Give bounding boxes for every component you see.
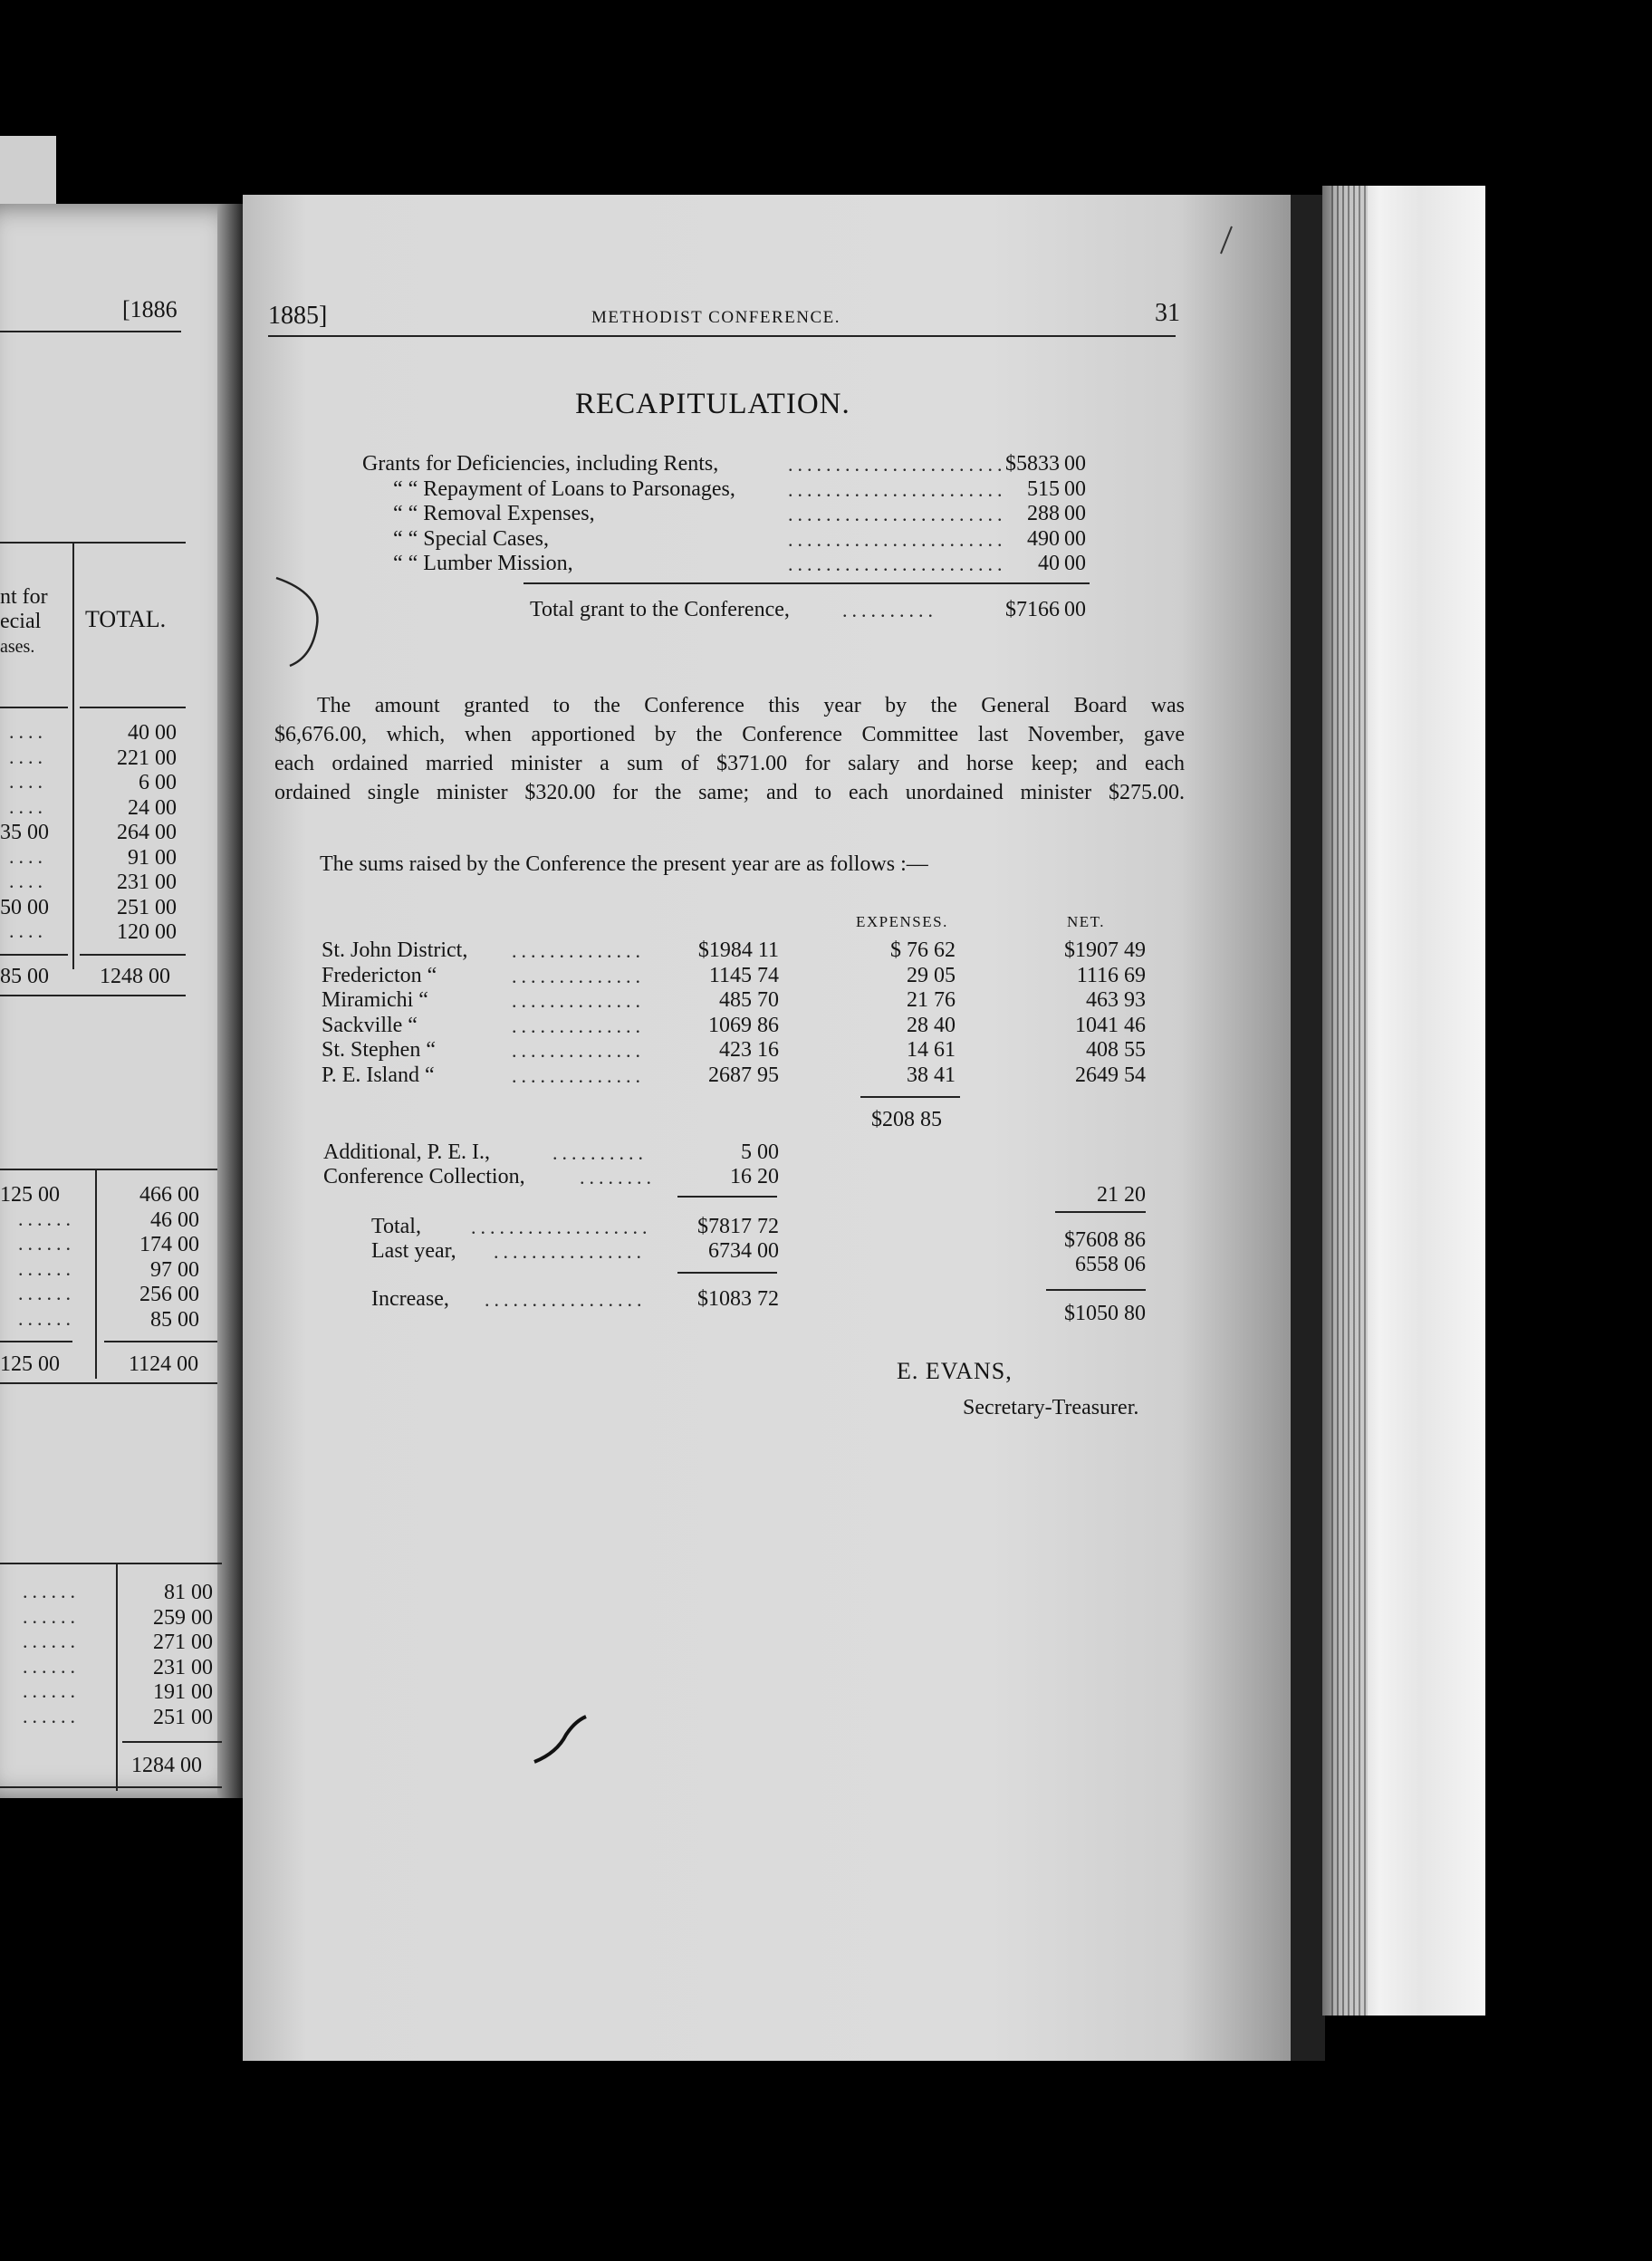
left-block3-leader: ...... xyxy=(23,1704,80,1727)
additional-leader: .......... xyxy=(552,1141,648,1164)
total-value: $7817 72 xyxy=(697,1215,779,1238)
adjacent-page-strip xyxy=(0,136,56,213)
increase-value: $1083 72 xyxy=(697,1287,779,1311)
district-name: P. E. Island “ xyxy=(322,1063,435,1087)
recap-row-leader: ....................... xyxy=(788,453,1007,476)
paragraph-line-1: The amount granted to the Conference this year by the General Board was xyxy=(317,694,1185,717)
increase-net: $1050 80 xyxy=(1064,1302,1146,1325)
left-block3-value: 271 00 xyxy=(153,1631,213,1654)
left-block3-leader: ...... xyxy=(23,1654,80,1678)
left-block2-leader: ...... xyxy=(18,1232,75,1255)
left-col-total-rule xyxy=(80,707,186,708)
left-block1-value: 91 00 xyxy=(128,845,177,870)
district-expenses: 14 61 xyxy=(907,1038,956,1062)
left-table-top-rule xyxy=(0,542,186,544)
left-col-head-line-2: ecial xyxy=(0,610,42,633)
collection-leader: ........ xyxy=(580,1166,656,1188)
district-name: St. Stephen “ xyxy=(322,1038,436,1062)
sums-intro: The sums raised by the Conference the present year are as follows :— xyxy=(320,852,928,876)
left-page-header: [1886 xyxy=(122,296,178,322)
left-col-head-line-1: nt for xyxy=(0,585,48,609)
recap-row-dollars: 490 xyxy=(1027,526,1060,551)
left-block1-total: 1248 00 xyxy=(100,965,170,988)
total-net: $7608 86 xyxy=(1064,1228,1146,1252)
left-block3-value: 231 00 xyxy=(153,1655,213,1679)
left-block2-value: 174 00 xyxy=(139,1233,199,1256)
left-block2-sum-rule-a xyxy=(0,1341,72,1342)
recap-row-cents: 00 xyxy=(1064,526,1086,551)
left-block2-value: 46 00 xyxy=(150,1207,199,1232)
left-block1-bottom-rule xyxy=(0,995,186,996)
left-block1-leader: .... xyxy=(9,794,47,818)
left-block2-total: 1124 00 xyxy=(129,1352,199,1376)
pencil-bracket-mark xyxy=(272,571,326,670)
recap-row-label: “ “ Removal Expenses, xyxy=(393,502,595,525)
left-col-head-total: TOTAL. xyxy=(85,606,167,632)
recap-row-leader: ....................... xyxy=(788,553,1007,575)
left-header-rule xyxy=(0,331,181,332)
left-block1-value: 231 00 xyxy=(117,871,177,894)
left-block1-leader: .... xyxy=(9,720,47,743)
left-col-a-rule xyxy=(0,707,68,708)
recap-row-cents: 00 xyxy=(1064,502,1086,525)
recap-total-cents: 00 xyxy=(1064,598,1086,621)
left-block1-sum-mid: 85 00 xyxy=(0,965,49,988)
district-net: 408 55 xyxy=(1086,1038,1146,1062)
collection-net: 21 20 xyxy=(1097,1183,1146,1207)
running-head-year: 1885] xyxy=(268,302,328,330)
net-increase-rule xyxy=(1046,1289,1146,1291)
page-edge-shadow xyxy=(1291,195,1325,2061)
last-year-label: Last year, xyxy=(371,1239,456,1263)
district-raised: 1145 74 xyxy=(708,963,779,987)
district-net: $1907 49 xyxy=(1064,938,1146,962)
collection-value: 16 20 xyxy=(730,1165,779,1188)
recap-row-cents: 00 xyxy=(1064,452,1086,476)
signature-role: Secretary-Treasurer. xyxy=(963,1396,1139,1419)
additional-label: Additional, P. E. I., xyxy=(323,1140,490,1164)
district-expenses: $ 76 62 xyxy=(890,938,956,962)
left-block1-leader: .... xyxy=(9,770,47,793)
district-expenses: 28 40 xyxy=(907,1013,956,1037)
increase-rule xyxy=(677,1272,777,1274)
left-block3-value: 259 00 xyxy=(153,1605,213,1630)
district-expenses: 38 41 xyxy=(907,1063,956,1087)
district-leader: .............. xyxy=(512,939,645,962)
left-block2-value: 466 00 xyxy=(139,1183,199,1207)
recap-row-label: Grants for Deficiencies, including Rents, xyxy=(362,452,719,476)
left-col-head-line-3: ases. xyxy=(0,637,35,657)
left-block2-value: 97 00 xyxy=(150,1257,199,1282)
district-raised: 2687 95 xyxy=(708,1063,779,1087)
left-block1-value: 264 00 xyxy=(117,821,177,844)
left-block3-leader: ...... xyxy=(23,1580,80,1602)
last-year-net: 6558 06 xyxy=(1075,1253,1146,1276)
left-block2-leader: ...... xyxy=(18,1207,75,1230)
recap-row-cents: 00 xyxy=(1064,476,1086,501)
col-head-net: NET. xyxy=(1067,913,1106,930)
left-block1-leader: .... xyxy=(9,919,47,942)
recap-title: RECAPITULATION. xyxy=(575,388,850,420)
recap-row-cents: 00 xyxy=(1064,552,1086,575)
left-block3-value: 81 00 xyxy=(164,1581,213,1604)
expenses-sum-rule xyxy=(860,1096,960,1098)
left-block3-value: 251 00 xyxy=(153,1705,213,1729)
total-leader: ................... xyxy=(471,1216,652,1238)
left-block2-divider xyxy=(95,1170,97,1379)
left-block1-leader: .... xyxy=(9,844,47,868)
left-block1-value: 40 00 xyxy=(128,721,177,745)
recap-row-label: “ “ Lumber Mission, xyxy=(393,552,573,575)
district-leader: .............. xyxy=(512,1063,645,1087)
paragraph-line-2: $6,676.00, which, when apportioned by the Conference Committee last November, gave xyxy=(274,723,1185,746)
left-block3-leader: ...... xyxy=(23,1679,80,1702)
increase-label: Increase, xyxy=(371,1287,449,1311)
left-block3-leader: ...... xyxy=(23,1604,80,1628)
net-total-rule xyxy=(1055,1211,1146,1213)
paragraph-line-4: ordained single minister $320.00 for the same; and to each unordained minister $275.00. xyxy=(274,781,1185,804)
last-year-leader: ................ xyxy=(494,1240,646,1263)
additional-value: 5 00 xyxy=(741,1140,779,1164)
recap-row-leader: ....................... xyxy=(788,503,1007,525)
recap-total-dollars: $7166 xyxy=(1005,598,1060,621)
recap-row-dollars: 515 xyxy=(1027,476,1060,501)
left-block1-leader: .... xyxy=(9,870,47,892)
recap-row-dollars: 40 xyxy=(1038,552,1060,575)
total-label: Total, xyxy=(371,1215,421,1238)
district-net: 463 93 xyxy=(1086,988,1146,1012)
district-raised: 423 16 xyxy=(719,1038,779,1062)
raised-total-rule xyxy=(677,1196,777,1198)
district-name: St. John District, xyxy=(322,938,468,962)
district-name: Fredericton “ xyxy=(322,963,437,987)
district-raised: 485 70 xyxy=(719,988,779,1012)
left-block2-bottom-rule xyxy=(0,1382,217,1384)
signature-name: E. EVANS, xyxy=(897,1358,1013,1384)
expenses-total: $208 85 xyxy=(871,1108,942,1131)
recap-total-leader: .......... xyxy=(842,599,937,621)
district-leader: .............. xyxy=(512,1014,645,1037)
left-block3-value: 191 00 xyxy=(153,1680,213,1704)
district-name: Sackville “ xyxy=(322,1013,418,1037)
page-stack-lines xyxy=(1331,186,1368,2016)
page-number: 31 xyxy=(1155,299,1180,327)
left-block3-sum-rule xyxy=(122,1741,222,1743)
left-block1-leader: .... xyxy=(9,745,47,768)
recap-row-dollars: 288 xyxy=(1027,502,1060,525)
left-block2-leader: ...... xyxy=(18,1306,75,1330)
left-block3-leader: ...... xyxy=(23,1630,80,1652)
left-block1-value: 24 00 xyxy=(128,795,177,820)
collection-label: Conference Collection, xyxy=(323,1165,525,1188)
left-block2-top-rule xyxy=(0,1169,217,1170)
left-block3-top-rule xyxy=(0,1563,222,1564)
left-block3-total: 1284 00 xyxy=(131,1754,202,1777)
recap-row-leader: ....................... xyxy=(788,527,1007,551)
left-block1-value: 6 00 xyxy=(139,771,177,794)
left-block1-sum-rule-a xyxy=(0,954,68,956)
recap-total-rule xyxy=(523,582,1090,584)
district-net: 1041 46 xyxy=(1075,1013,1146,1037)
left-block2-sum-rule-b xyxy=(104,1341,217,1342)
district-expenses: 29 05 xyxy=(907,963,956,987)
left-block2-value: 256 00 xyxy=(139,1283,199,1306)
running-head-title: METHODIST CONFERENCE. xyxy=(591,308,840,327)
paragraph-line-3: each ordained married minister a sum of $371.00 for salary and horse keep; and each xyxy=(274,752,1185,775)
district-expenses: 21 76 xyxy=(907,988,956,1012)
left-block1-sum-rule-b xyxy=(80,954,186,956)
district-name: Miramichi “ xyxy=(322,988,428,1012)
col-head-expenses: EXPENSES. xyxy=(856,913,948,930)
left-block3-divider xyxy=(116,1564,118,1791)
left-block1-mid-cell: 35 00 xyxy=(0,821,49,844)
left-block1-value: 251 00 xyxy=(117,895,177,919)
district-leader: .............. xyxy=(512,1039,645,1062)
left-page xyxy=(0,204,249,1798)
district-leader: .............. xyxy=(512,964,645,987)
district-net: 2649 54 xyxy=(1075,1063,1146,1087)
left-block3-bottom-rule xyxy=(0,1786,222,1788)
left-block2-value: 85 00 xyxy=(150,1307,199,1332)
left-block2-mid-first: 125 00 xyxy=(0,1183,60,1207)
recap-row-label: “ “ Special Cases, xyxy=(393,526,549,551)
recap-total-label: Total grant to the Conference, xyxy=(530,598,790,621)
left-block1-value: 120 00 xyxy=(117,920,177,944)
district-raised: $1984 11 xyxy=(697,938,779,962)
district-net: 1116 69 xyxy=(1076,963,1146,987)
left-block2-leader: ...... xyxy=(18,1256,75,1280)
last-year-value: 6734 00 xyxy=(708,1239,779,1263)
increase-leader: ................. xyxy=(485,1288,647,1311)
left-block1-mid-cell: 50 00 xyxy=(0,895,49,919)
recap-row-leader: ....................... xyxy=(788,477,1007,501)
left-block2-sum-mid: 125 00 xyxy=(0,1352,60,1376)
recap-row-dollars: $5833 xyxy=(1005,452,1060,476)
district-raised: 1069 86 xyxy=(708,1013,779,1037)
recap-row-label: “ “ Repayment of Loans to Parsonages, xyxy=(393,476,735,501)
left-block2-leader: ...... xyxy=(18,1282,75,1304)
district-leader: .............. xyxy=(512,989,645,1012)
ink-stroke-mark xyxy=(530,1712,593,1766)
left-block1-value: 221 00 xyxy=(117,746,177,770)
running-head-rule xyxy=(268,335,1176,337)
left-col-divider xyxy=(72,544,74,969)
stray-tick-mark xyxy=(1218,222,1236,258)
